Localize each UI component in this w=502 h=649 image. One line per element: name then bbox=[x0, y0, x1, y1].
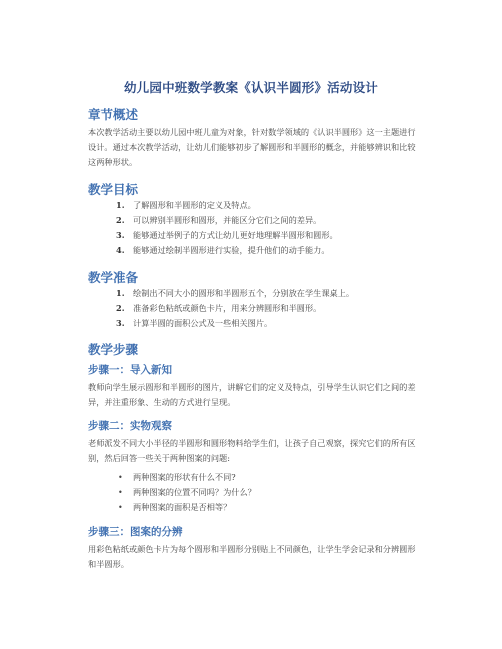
list-item bbox=[100, 213, 420, 228]
list-item bbox=[100, 228, 420, 243]
step1-paragraph: 教师向学生展示圆形和半圆形的图片，讲解它们的定义及特点，引导学生认识它们之间的差异，并注重形象、生动的方式进行呈现。 bbox=[88, 382, 416, 407]
step2-heading: 步骤二：实物观察 bbox=[88, 420, 172, 432]
section-heading-steps: 教学步骤 bbox=[88, 342, 139, 357]
section-heading-objectives: 教学目标 bbox=[88, 182, 139, 197]
section-heading-overview: 章节概述 bbox=[88, 107, 139, 122]
list-item-text: 绘制出不同大小的圆形和半圆形五个，分别放在学生课桌上。 bbox=[133, 288, 355, 298]
bullet-icon: • bbox=[118, 473, 123, 482]
list-item bbox=[100, 198, 420, 213]
list-item-number: 1. bbox=[116, 288, 125, 298]
list-item-text: 计算半圆的面积公式及一些相关图片。 bbox=[133, 318, 273, 328]
list-item-number: 3. bbox=[116, 230, 125, 240]
overview-paragraph: 本次教学活动主要以幼儿园中班儿童为对象，针对数学领域的《认识半圆形》这一主题进行设计。通过本次教学活动，让幼儿们能够初步了解圆形和半圆形的概念，并能够辨识和比较这两种形状。 bbox=[88, 127, 416, 167]
list-item-text: 两种图案的面积是否相等？ bbox=[133, 502, 232, 512]
list-item-text: 能够通过举例子的方式让幼儿更好地理解半圆形和圆形。 bbox=[133, 230, 338, 240]
list-item bbox=[100, 485, 420, 500]
list-item bbox=[100, 286, 420, 301]
list-item-text: 可以辨别半圆形和圆形，并能区分它们之间的差异。 bbox=[133, 215, 322, 225]
list-item bbox=[100, 500, 420, 515]
list-item-text: 了解圆形和半圆形的定义及特点。 bbox=[133, 200, 256, 210]
section-heading-preparation: 教学准备 bbox=[88, 270, 139, 285]
list-item-text: 两种图案的形状有什么不同? bbox=[133, 472, 236, 482]
bullet-icon: • bbox=[118, 503, 123, 512]
list-item-number: 4. bbox=[116, 245, 125, 255]
list-item-number: 3. bbox=[116, 318, 125, 328]
step3-paragraph: 用彩色粘纸或颜色卡片为每个圆形和半圆形分别贴上不同颜色，让学生学会记录和分辨圆形和半圆形。 bbox=[88, 544, 416, 569]
list-item-number: 2. bbox=[116, 215, 125, 225]
list-item-number: 2. bbox=[116, 303, 125, 313]
document-title: 幼儿园中班数学教案《认识半圆形》活动设计 bbox=[123, 80, 378, 95]
step1-heading: 步骤一：导入新知 bbox=[88, 364, 172, 376]
step3-heading: 步骤三：图案的分辨 bbox=[88, 526, 183, 538]
list-item bbox=[100, 470, 420, 485]
preparation-list bbox=[100, 286, 420, 331]
bullet-icon: • bbox=[118, 488, 123, 497]
step2-paragraph: 老师派发不同大小半径的半圆形和圆形物料给学生们，让孩子自己观察，探究它们的所有区别，然后回答一些关于两种图案的问题: bbox=[88, 438, 416, 463]
list-item bbox=[100, 301, 420, 316]
step2-question-list bbox=[100, 470, 420, 515]
objectives-list bbox=[100, 198, 420, 258]
list-item bbox=[100, 243, 420, 258]
list-item-text: 两种图案的位置不同吗？为什么？ bbox=[133, 487, 256, 497]
list-item bbox=[100, 316, 420, 331]
list-item-text: 准备彩色粘纸或颜色卡片，用来分辨圆形和半圆形。 bbox=[133, 303, 322, 313]
list-item-text: 能够通过绘制半圆形进行实验，提升他们的动手能力。 bbox=[133, 245, 330, 255]
list-item-number: 1. bbox=[116, 200, 125, 210]
